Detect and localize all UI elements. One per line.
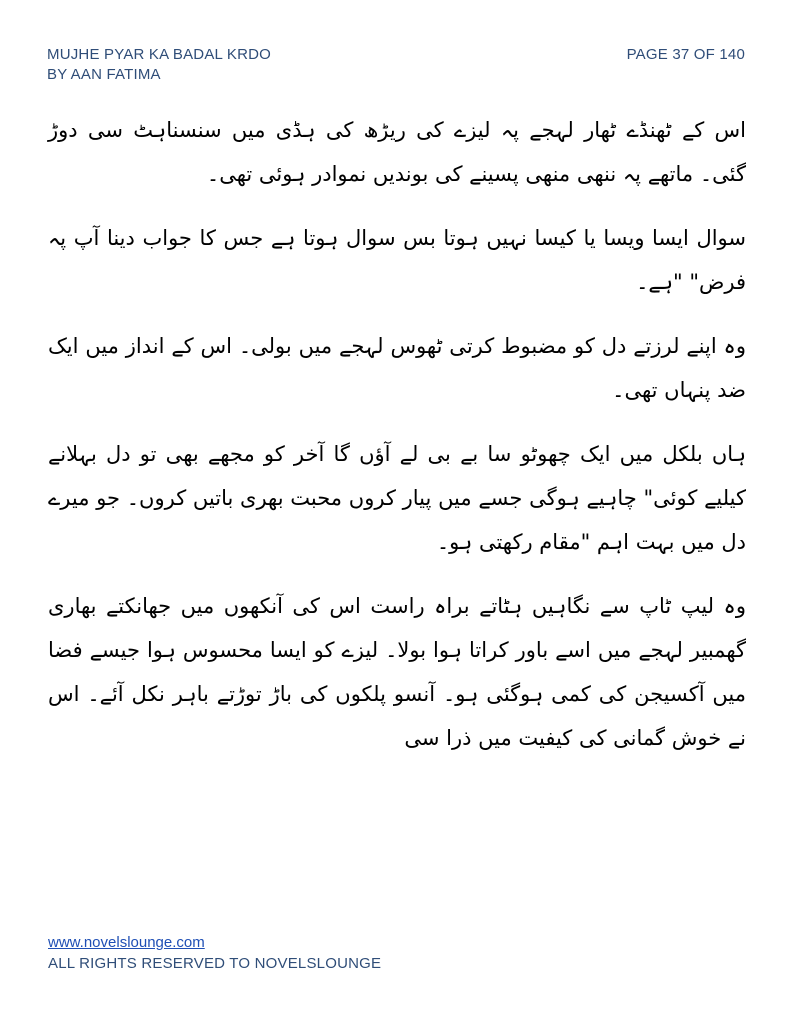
page-header (47, 46, 747, 92)
copyright-notice: ALL RIGHTS RESERVED TO NOVELSLOUNGE (48, 955, 382, 972)
story-body (48, 108, 746, 780)
paragraph: وہ لیپ ٹاپ سے نگاہیں ہٹاتے براہ راست اس کی آنکھوں میں جھانکتے بھاری گھمبیر لہجے میں اسے باور کراتا ہوا بولا۔ لیزے کو ایسا محسوس ہوا جیسے فضا میں آکسیجن کی کمی ہوگئی ہو۔ آنسو پلکوں کی باڑ توڑتے باہر نکل آئے۔ اس نے خوش گمانی کی کیفیت میں ذرا سی (48, 594, 746, 750)
paragraph: اس کے ٹھنڈے ٹھار لہجے پہ لیزے کی ریڑھ کی ہڈی میں سنسناہٹ سی دوڑ گئی۔ ماتھے پہ ننھی منھی پسینے کی بوندیں نموادر ہوئی تھی۔ (48, 118, 746, 186)
website-link[interactable]: www.novelslounge.com (48, 934, 205, 951)
page-indicator: PAGE 37 OF 140 (626, 46, 745, 63)
paragraph: ہاں بلکل میں ایک چھوٹو سا بے بی لے آؤں گا آخر کو مجھے بھی تو دل بہلانے کیلیے کوئی" چاہیے ہوگی جسے میں پیار کروں محبت بھری باتیں کروں۔ جو میرے دل میں بہت اہم "مقام رکھتی ہو۔ (48, 442, 746, 554)
novel-title: MUJHE PYAR KA BADAL KRDO (47, 46, 272, 63)
author-line: BY AAN FATIMA (47, 66, 161, 83)
page-footer (48, 932, 548, 973)
paragraph: وہ اپنے لرزتے دل کو مضبوط کرتی ٹھوس لہجے میں بولی۔ اس کے انداز میں ایک ضد پنہاں تھی۔ (48, 334, 746, 402)
paragraph: سوال ایسا ویسا یا کیسا نہیں ہوتا بس سوال ہوتا ہے جس کا جواب دینا آپ پہ فرض" "ہے۔ (48, 226, 746, 294)
